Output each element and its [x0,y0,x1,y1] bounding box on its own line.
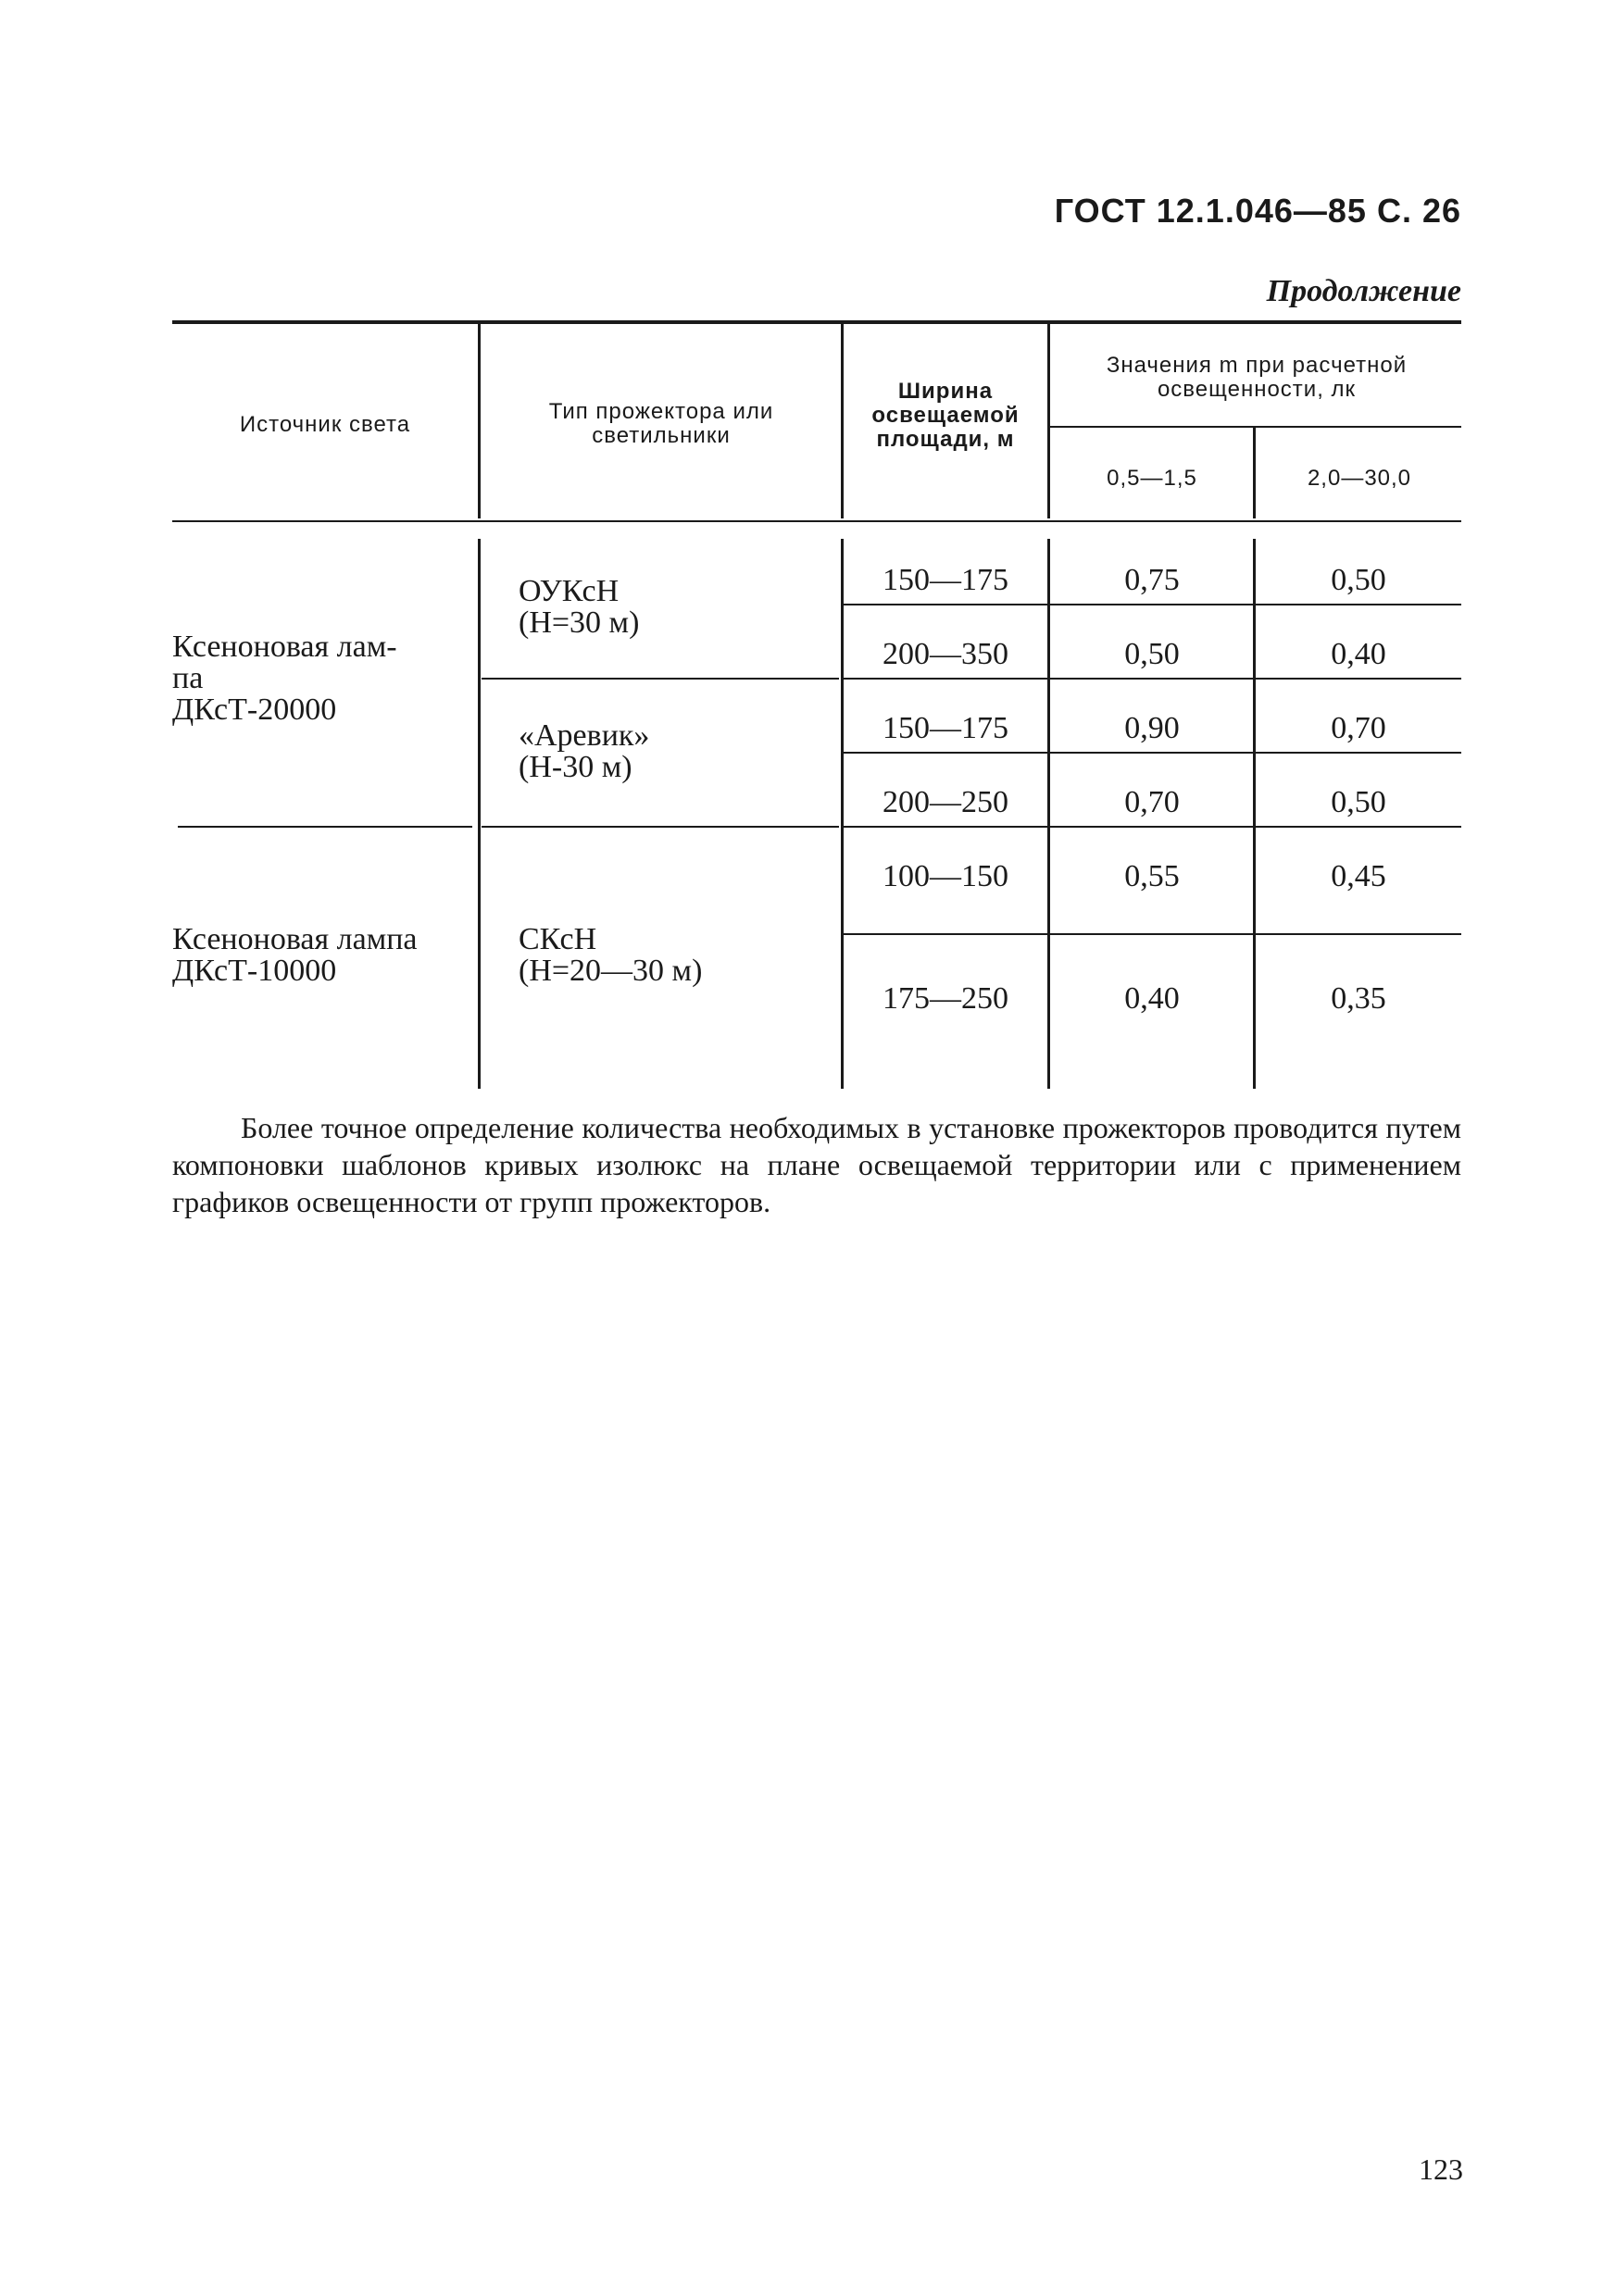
page-number: 123 [1419,2152,1463,2186]
col-divider [841,324,844,518]
fixture-name: «Аревик» [519,718,650,753]
m1-value: 0,75 [1124,563,1180,597]
fixture-cell [519,576,639,639]
m1-value: 0,55 [1124,859,1180,893]
m2-value: 0,50 [1331,785,1386,819]
source-text: Ксеноновая лампа [172,922,418,956]
page-header: ГОСТ 12.1.046—85 С. 26 [1054,192,1461,230]
source-text: ДКсТ-10000 [172,954,337,988]
col-divider [1253,428,1256,518]
width-value: 100—150 [883,859,1008,893]
fixture-height: (H=30 м) [519,605,640,640]
m2-value: 0,35 [1331,981,1386,1016]
fixture-height: (H=20—30 м) [519,954,703,988]
header-bottom-rule [172,520,1461,522]
fixture-name: ОУКсН [519,574,620,608]
source-text: па [172,661,204,695]
row-rule [843,826,1461,828]
col-divider [478,324,481,518]
source-text: ДКсТ-20000 [172,693,337,727]
m2-value: 0,70 [1331,711,1386,745]
fixture-cell [519,924,702,987]
m1-value: 0,50 [1124,637,1180,671]
header-source: Источник света [239,412,411,437]
header-m-values: Значения m при расчетной освещенности, лк [1106,353,1408,402]
m1-value: 0,70 [1124,785,1180,819]
lighting-table [172,320,1461,1089]
col-divider [1047,324,1050,518]
source-cell [172,924,418,987]
source-text: Ксеноновая лам- [172,630,397,664]
row-rule [843,752,1461,754]
fixture-cell [519,720,649,783]
fixture-height: (H-30 м) [519,750,632,784]
fixture-name: СКсН [519,922,597,956]
header-width: Ширина освещаемой площади, м [871,379,1020,452]
header-subrule [1049,426,1461,428]
row-rule [843,933,1461,935]
m1-value: 0,90 [1124,711,1180,745]
width-value: 200—250 [883,785,1008,819]
m1-value: 0,40 [1124,981,1180,1016]
fixture-rule [482,678,839,680]
fixture-rule [482,826,839,828]
width-value: 175—250 [883,981,1008,1016]
m2-value: 0,45 [1331,859,1386,893]
row-rule [843,604,1461,605]
width-value: 150—175 [883,711,1008,745]
source-cell [172,631,397,726]
col-divider [478,539,481,1089]
header-fixture: Тип прожектора или светильники [548,399,774,448]
body-paragraph: Более точное определение количества необходимых в установке прожекторов проводится путем компоновки шаблонов кривых изолюкс на плане освещаемой территории или с применением графиков освещенности от групп прожекторов. [172,1111,1461,1218]
table-top-rule [172,320,1461,324]
continuation-label: Продолжение [1266,274,1461,308]
header-range-1: 0,5—1,5 [1107,466,1197,491]
header-range-2: 2,0—30,0 [1307,466,1412,491]
row-rule [843,678,1461,680]
width-value: 200—350 [883,637,1008,671]
group-rule [178,826,472,828]
m2-value: 0,50 [1331,563,1386,597]
m2-value: 0,40 [1331,637,1386,671]
width-value: 150—175 [883,563,1008,597]
